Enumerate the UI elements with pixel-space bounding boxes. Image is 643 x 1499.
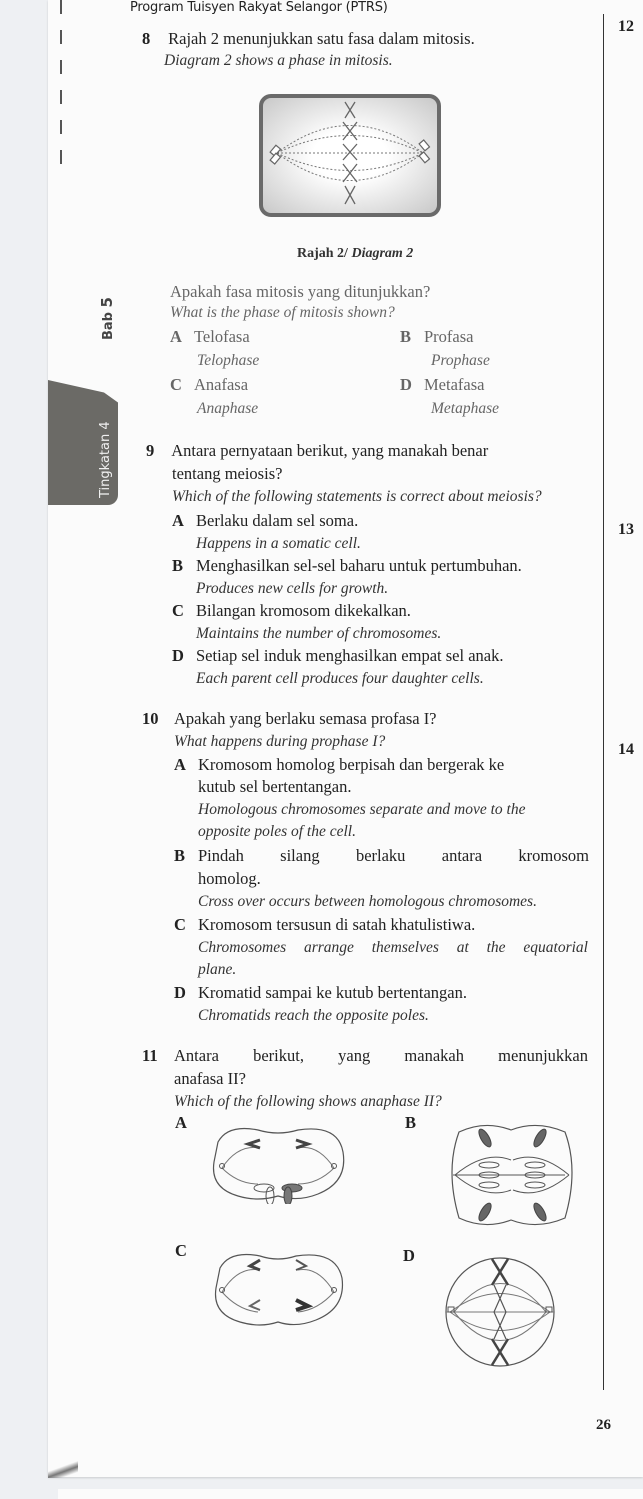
anaphase-option-c-icon[interactable] (210, 1248, 346, 1330)
option-label: C (174, 915, 186, 934)
column-divider (603, 14, 604, 1390)
q11-option-a-label[interactable]: A (175, 1113, 187, 1132)
q9-option-d[interactable] (172, 645, 503, 666)
option-ms: Bilangan kromosom dikekalkan. (196, 601, 411, 620)
option-label: B (172, 556, 184, 575)
margin-number: 14 (618, 741, 634, 758)
q10-option-a[interactable] (174, 754, 504, 775)
q10-option-b-line2: homolog. (198, 869, 261, 888)
q9-option-c[interactable] (172, 600, 411, 621)
q8-option-b-en: Prophase (431, 352, 490, 369)
stem-ms: Apakah yang berlaku semasa profasa I? (174, 709, 437, 728)
chapter-word: Bab (101, 312, 116, 340)
caption-en: Diagram 2 (351, 246, 414, 261)
q8-option-a-en: Telophase (197, 352, 260, 369)
question-10-stem-en: What happens during prophase I? (174, 733, 386, 750)
question-9-stem-line2: tentang meiosis? (172, 464, 283, 483)
question-11-stem (142, 1045, 588, 1066)
q11-option-c-label[interactable]: C (175, 1241, 187, 1260)
binding-mark (60, 0, 62, 165)
q9-option-a[interactable] (172, 510, 358, 531)
q10-option-d-en: Chromatids reach the opposite poles. (198, 1007, 429, 1024)
option-label: B (400, 327, 412, 346)
chapter-number: 5 (98, 297, 116, 308)
margin-number: 13 (618, 521, 634, 538)
stem-ms-line1: Antara berikut, yang manakah menunjukkan (174, 1046, 588, 1065)
question-11-stem-en: Which of the following shows anaphase II? (174, 1093, 442, 1110)
option-label: D (400, 375, 412, 394)
q11-option-b-label[interactable]: B (405, 1113, 417, 1132)
chapter-label (98, 297, 116, 340)
q11-option-d-label[interactable]: D (403, 1246, 415, 1265)
option-label: A (170, 327, 182, 346)
option-ms: Kromatid sampai ke kutub bertentangan. (198, 983, 467, 1002)
option-label: A (172, 511, 184, 530)
question-number: 9 (146, 441, 155, 460)
option-label: D (174, 983, 186, 1002)
option-label: C (172, 601, 184, 620)
page-number: 26 (596, 1417, 611, 1433)
q10-option-c[interactable] (174, 914, 475, 935)
option-ms: Profasa (424, 327, 474, 346)
question-8-stem (142, 28, 475, 49)
q10-option-a-en: Homologous chromosomes separate and move to the (198, 801, 526, 818)
question-8-ask-en: What is the phase of mitosis shown? (170, 304, 395, 321)
option-label: C (170, 375, 182, 394)
stem-ms: Rajah 2 menunjukkan satu fasa dalam mitosis. (168, 29, 475, 48)
option-ms: Menghasilkan sel-sel baharu untuk pertumbuhan. (196, 556, 522, 575)
margin-number: 12 (618, 18, 634, 35)
question-number: 10 (142, 709, 159, 728)
question-number: 11 (142, 1046, 158, 1065)
option-ms: Setiap sel induk menghasilkan empat sel anak. (196, 646, 504, 665)
question-number: 8 (142, 29, 151, 48)
option-ms: Berlaku dalam sel soma. (196, 511, 359, 530)
q9-option-d-en: Each parent cell produces four daughter cells. (196, 670, 484, 687)
diagram-2-caption (297, 246, 413, 262)
option-ms: Anafasa (194, 375, 249, 394)
q8-option-d-en: Metaphase (431, 400, 500, 417)
question-8-stem-en: Diagram 2 shows a phase in mitosis. (164, 52, 393, 69)
anaphase-option-a-icon[interactable] (208, 1122, 348, 1204)
next-page-edge (58, 1489, 643, 1499)
option-ms: Kromosom tersusun di satah khatulistiwa. (198, 915, 476, 934)
q8-option-d[interactable] (400, 374, 484, 395)
anaphase-option-b-icon[interactable] (445, 1120, 580, 1230)
q8-option-c-en: Anaphase (197, 400, 259, 417)
q10-option-c-en: Chromosomes arrange themselves at the equatorial (198, 939, 588, 956)
q9-option-b[interactable] (172, 555, 522, 576)
q8-option-b[interactable] (400, 326, 473, 347)
stem-ms-line1: Antara pernyataan berikut, yang manakah benar (171, 441, 489, 460)
q8-option-c[interactable] (170, 374, 248, 395)
spindle-chromosomes-icon (263, 98, 437, 213)
anaphase-option-d-icon[interactable] (440, 1255, 560, 1370)
option-label: D (172, 646, 184, 665)
q9-option-a-en: Happens in a somatic cell. (196, 535, 361, 552)
q10-option-b-en: Cross over occurs between homologous chromosomes. (198, 893, 537, 910)
mitosis-metaphase-diagram (259, 94, 441, 217)
option-label: A (174, 755, 186, 774)
question-11-stem-line2: anafasa II? (174, 1069, 246, 1088)
option-ms: Telofasa (194, 327, 250, 346)
question-10-stem (142, 708, 437, 729)
q10-option-b[interactable] (174, 845, 589, 866)
q10-option-c-en-line2: plane. (198, 961, 237, 978)
option-ms: Pindah silang berlaku antara kromosom (198, 846, 589, 865)
question-9-stem (146, 440, 586, 461)
q9-option-b-en: Produces new cells for growth. (196, 580, 389, 597)
caption-ms: Rajah 2/ (297, 246, 348, 261)
q10-option-a-en-line2: opposite poles of the cell. (198, 823, 356, 840)
q10-option-a-line2: kutub sel bertentangan. (198, 777, 352, 796)
q8-option-a[interactable] (170, 326, 250, 347)
option-ms: Kromosom homolog berpisah dan bergerak ke (198, 755, 505, 774)
question-9-stem-en: Which of the following statements is correct about meiosis? (172, 488, 542, 505)
page-header: Program Tuisyen Rakyat Selangor (PTRS) (130, 0, 388, 15)
option-label: B (174, 846, 186, 865)
question-8-ask: Apakah fasa mitosis yang ditunjukkan? (170, 282, 431, 301)
q10-option-d[interactable] (174, 982, 467, 1003)
page-corner-shadow (48, 1460, 78, 1478)
option-ms: Metafasa (424, 375, 485, 394)
form-label: Tingkatan 4 (98, 421, 113, 498)
q9-option-c-en: Maintains the number of chromosomes. (196, 625, 442, 642)
